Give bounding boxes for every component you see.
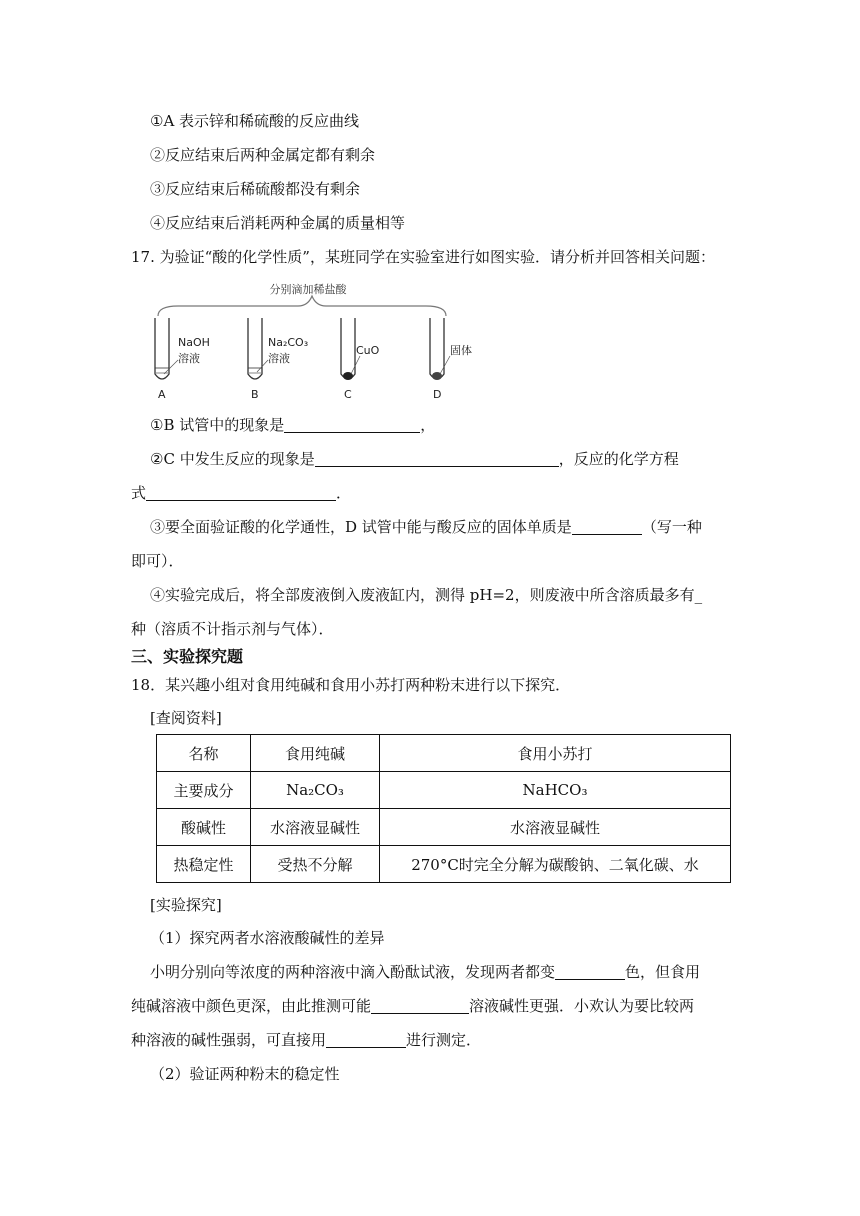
table-row — [157, 846, 731, 883]
q18-sub1-text-b: 色，但食用 — [625, 963, 701, 981]
q16-option-1: ①A 表示锌和稀硫酸的反应曲线 — [150, 112, 360, 130]
q17-part2-cont — [131, 482, 351, 504]
answer-blank-d-solid[interactable] — [572, 518, 642, 535]
q17-part2 — [150, 448, 679, 470]
tube-a-label2: 溶液 — [178, 352, 200, 365]
tube-b — [248, 318, 308, 401]
section-title: 三、实验探究题 — [131, 647, 244, 666]
q17-part2-cont-text: 式 — [131, 484, 147, 502]
q17-part1-text: ①B 试管中的现象是 — [150, 416, 285, 434]
table-cell: 270°C时完全分解为碳酸钠、二氧化碳、水 — [380, 846, 731, 883]
tube-d-label1: 固体 — [450, 344, 472, 357]
q17-part2-tail: ，反应的化学方程 — [558, 450, 679, 468]
q18-explore-label: [实验探究] — [150, 896, 222, 914]
q17-part4-cont: 种（溶质不计指示剂与气体）． — [131, 620, 334, 638]
q18-sub1-title: （1）探究两者水溶液酸碱性的差异 — [150, 929, 385, 947]
q18-sub1-line1 — [150, 961, 700, 983]
q18-ref-label: [查阅资料] — [150, 709, 222, 727]
brace-label: 分别滴加稀盐酸 — [269, 283, 347, 296]
table-cell: 受热不分解 — [251, 846, 380, 883]
q18-sub1-text-c: 纯碱溶液中颜色更深，由此推测可能 — [131, 997, 372, 1015]
tube-c-letter: C — [344, 388, 352, 401]
table-cell: Na₂CO₃ — [251, 772, 380, 809]
answer-blank-solution[interactable] — [371, 997, 469, 1014]
q18-sub1-line2 — [131, 995, 694, 1017]
q17-part3-text: ③要全面验证酸的化学通性，D 试管中能与酸反应的固体单质是 — [150, 518, 572, 536]
table-header-cell: 食用纯碱 — [251, 735, 380, 772]
q18-sub1-text-e: 种溶液的碱性强弱，可直接用 — [131, 1031, 327, 1049]
answer-blank-method[interactable] — [326, 1031, 406, 1048]
q17-part4: ④实验完成后，将全部废液倒入废液缸内，测得 pH=2，则废液中所含溶质最多有_ — [150, 586, 703, 604]
answer-blank-c-phenomenon[interactable] — [315, 450, 559, 467]
tube-a — [155, 318, 210, 401]
brace — [158, 296, 446, 316]
q16-option-3: ③反应结束后稀硫酸都没有剩余 — [150, 180, 361, 198]
q18-sub2-title: （2）验证两种粉末的稳定性 — [150, 1065, 340, 1083]
table-cell: 酸碱性 — [157, 809, 251, 846]
table-cell: 水溶液显碱性 — [251, 809, 380, 846]
q18-stem: 18．某兴趣小组对食用纯碱和食用小苏打两种粉末进行以下探究． — [131, 676, 571, 694]
table-header-row — [157, 735, 731, 772]
table-cell: 主要成分 — [157, 772, 251, 809]
tube-a-label1: NaOH — [178, 336, 210, 349]
table-header-cell: 食用小苏打 — [380, 735, 731, 772]
table-header-cell: 名称 — [157, 735, 251, 772]
table-cell: 热稳定性 — [157, 846, 251, 883]
tube-b-label2: 溶液 — [268, 352, 290, 365]
q18-sub1-text-d: 溶液碱性更强．小欢认为要比较两 — [469, 997, 695, 1015]
q18-sub1-text-a: 小明分别向等浓度的两种溶液中滴入酚酞试液，发现两者都变 — [150, 963, 556, 981]
table-cell: NaHCO₃ — [380, 772, 731, 809]
q17-stem: 17. 为验证“酸的化学性质”，某班同学在实验室进行如图实验．请分析并回答相关问题： — [131, 248, 715, 266]
reference-table — [156, 734, 731, 883]
tube-d — [430, 318, 472, 401]
table-cell: 水溶液显碱性 — [380, 809, 731, 846]
q17-part3 — [150, 516, 702, 538]
q18-sub1-line3 — [131, 1029, 481, 1051]
answer-blank-c-equation[interactable] — [146, 484, 336, 501]
answer-blank-b-phenomenon[interactable] — [284, 416, 420, 433]
answer-blank-color[interactable] — [555, 963, 625, 980]
table-row — [157, 809, 731, 846]
q17-part2-cont-tail: ． — [336, 484, 352, 502]
q17-part1-tail: ， — [420, 416, 436, 434]
q16-option-2: ②反应结束后两种金属定都有剩余 — [150, 146, 376, 164]
tube-c — [341, 318, 380, 401]
test-tube-figure — [148, 278, 480, 403]
q18-sub1-text-f: 进行测定． — [406, 1031, 482, 1049]
q17-part1 — [150, 414, 435, 436]
q16-option-4: ④反应结束后消耗两种金属的质量相等 — [150, 214, 406, 232]
q17-part3-tail: （写一种 — [641, 518, 702, 536]
tube-a-letter: A — [158, 388, 166, 401]
tube-d-letter: D — [433, 388, 442, 401]
q17-part3-cont: 即可）． — [131, 552, 184, 570]
tube-b-letter: B — [251, 388, 259, 401]
q17-part2-text: ②C 中发生反应的现象是 — [150, 450, 315, 468]
table-row — [157, 772, 731, 809]
tube-b-label1: Na₂CO₃ — [268, 336, 309, 349]
tube-c-label1: CuO — [356, 344, 380, 357]
